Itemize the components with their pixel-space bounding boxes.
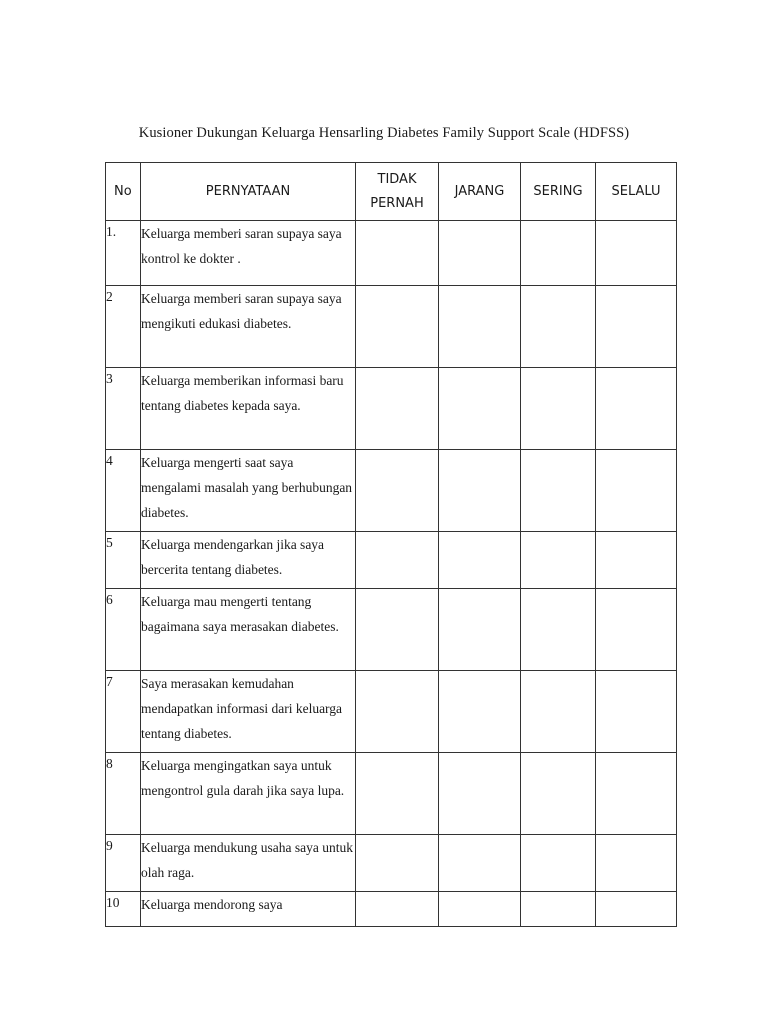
row-statement: Keluarga memberikan informasi baru tentang diabetes kepada saya. xyxy=(141,368,356,450)
header-always: SELALU xyxy=(596,163,677,221)
answer-cell-never[interactable] xyxy=(356,450,439,532)
answer-cell-rarely[interactable] xyxy=(439,450,521,532)
table-row xyxy=(106,671,677,753)
answer-cell-rarely[interactable] xyxy=(439,221,521,286)
table-header-row xyxy=(106,163,677,221)
answer-cell-never[interactable] xyxy=(356,753,439,835)
row-statement: Keluarga memberi saran supaya saya mengikuti edukasi diabetes. xyxy=(141,286,356,368)
answer-cell-never[interactable] xyxy=(356,532,439,589)
table-row xyxy=(106,753,677,835)
answer-cell-always[interactable] xyxy=(596,368,677,450)
answer-cell-rarely[interactable] xyxy=(439,286,521,368)
answer-cell-rarely[interactable] xyxy=(439,753,521,835)
row-statement: Keluarga memberi saran supaya saya kontrol ke dokter . xyxy=(141,221,356,286)
table-row xyxy=(106,368,677,450)
table-row xyxy=(106,532,677,589)
answer-cell-often[interactable] xyxy=(521,589,596,671)
table-row xyxy=(106,892,677,927)
answer-cell-never[interactable] xyxy=(356,286,439,368)
answer-cell-often[interactable] xyxy=(521,286,596,368)
answer-cell-always[interactable] xyxy=(596,892,677,927)
answer-cell-always[interactable] xyxy=(596,835,677,892)
answer-cell-always[interactable] xyxy=(596,450,677,532)
document-title: Kusioner Dukungan Keluarga Hensarling Diabetes Family Support Scale (HDFSS) xyxy=(138,125,630,141)
table-row xyxy=(106,221,677,286)
row-number: 7 xyxy=(106,671,141,753)
answer-cell-never[interactable] xyxy=(356,835,439,892)
row-number: 2 xyxy=(106,286,141,368)
answer-cell-always[interactable] xyxy=(596,286,677,368)
row-number: 1. xyxy=(106,221,141,286)
row-number: 8 xyxy=(106,753,141,835)
table-row xyxy=(106,589,677,671)
row-number: 3 xyxy=(106,368,141,450)
row-statement: Keluarga mendukung usaha saya untuk olah raga. xyxy=(141,835,356,892)
answer-cell-never[interactable] xyxy=(356,892,439,927)
answer-cell-often[interactable] xyxy=(521,532,596,589)
row-statement: Keluarga mengerti saat saya mengalami masalah yang berhubungan diabetes. xyxy=(141,450,356,532)
header-no: No xyxy=(106,163,141,221)
answer-cell-never[interactable] xyxy=(356,589,439,671)
header-never xyxy=(356,163,439,221)
header-rarely: JARANG xyxy=(439,163,521,221)
header-never-line2: PERNAH xyxy=(370,195,424,211)
table-row xyxy=(106,835,677,892)
answer-cell-never[interactable] xyxy=(356,368,439,450)
table-row xyxy=(106,286,677,368)
row-statement: Keluarga mendorong saya xyxy=(141,892,356,927)
answer-cell-always[interactable] xyxy=(596,221,677,286)
header-never-line1: TIDAK xyxy=(377,171,417,187)
answer-cell-rarely[interactable] xyxy=(439,892,521,927)
answer-cell-often[interactable] xyxy=(521,835,596,892)
row-number: 5 xyxy=(106,532,141,589)
row-number: 10 xyxy=(106,892,141,927)
row-statement: Keluarga mengingatkan saya untuk mengontrol gula darah jika saya lupa. xyxy=(141,753,356,835)
answer-cell-always[interactable] xyxy=(596,753,677,835)
answer-cell-always[interactable] xyxy=(596,532,677,589)
answer-cell-often[interactable] xyxy=(521,892,596,927)
row-number: 9 xyxy=(106,835,141,892)
header-often: SERING xyxy=(521,163,596,221)
row-number: 4 xyxy=(106,450,141,532)
row-number: 6 xyxy=(106,589,141,671)
answer-cell-always[interactable] xyxy=(596,589,677,671)
answer-cell-often[interactable] xyxy=(521,221,596,286)
row-statement: Keluarga mau mengerti tentang bagaimana saya merasakan diabetes. xyxy=(141,589,356,671)
answer-cell-rarely[interactable] xyxy=(439,671,521,753)
header-statement: PERNYATAAN xyxy=(141,163,356,221)
answer-cell-often[interactable] xyxy=(521,368,596,450)
answer-cell-rarely[interactable] xyxy=(439,368,521,450)
answer-cell-rarely[interactable] xyxy=(439,589,521,671)
answer-cell-often[interactable] xyxy=(521,671,596,753)
answer-cell-never[interactable] xyxy=(356,671,439,753)
answer-cell-rarely[interactable] xyxy=(439,532,521,589)
answer-cell-rarely[interactable] xyxy=(439,835,521,892)
answer-cell-always[interactable] xyxy=(596,671,677,753)
answer-cell-never[interactable] xyxy=(356,221,439,286)
answer-cell-often[interactable] xyxy=(521,753,596,835)
row-statement: Saya merasakan kemudahan mendapatkan informasi dari keluarga tentang diabetes. xyxy=(141,671,356,753)
row-statement: Keluarga mendengarkan jika saya bercerita tentang diabetes. xyxy=(141,532,356,589)
table-row xyxy=(106,450,677,532)
questionnaire-table xyxy=(105,162,677,927)
answer-cell-often[interactable] xyxy=(521,450,596,532)
